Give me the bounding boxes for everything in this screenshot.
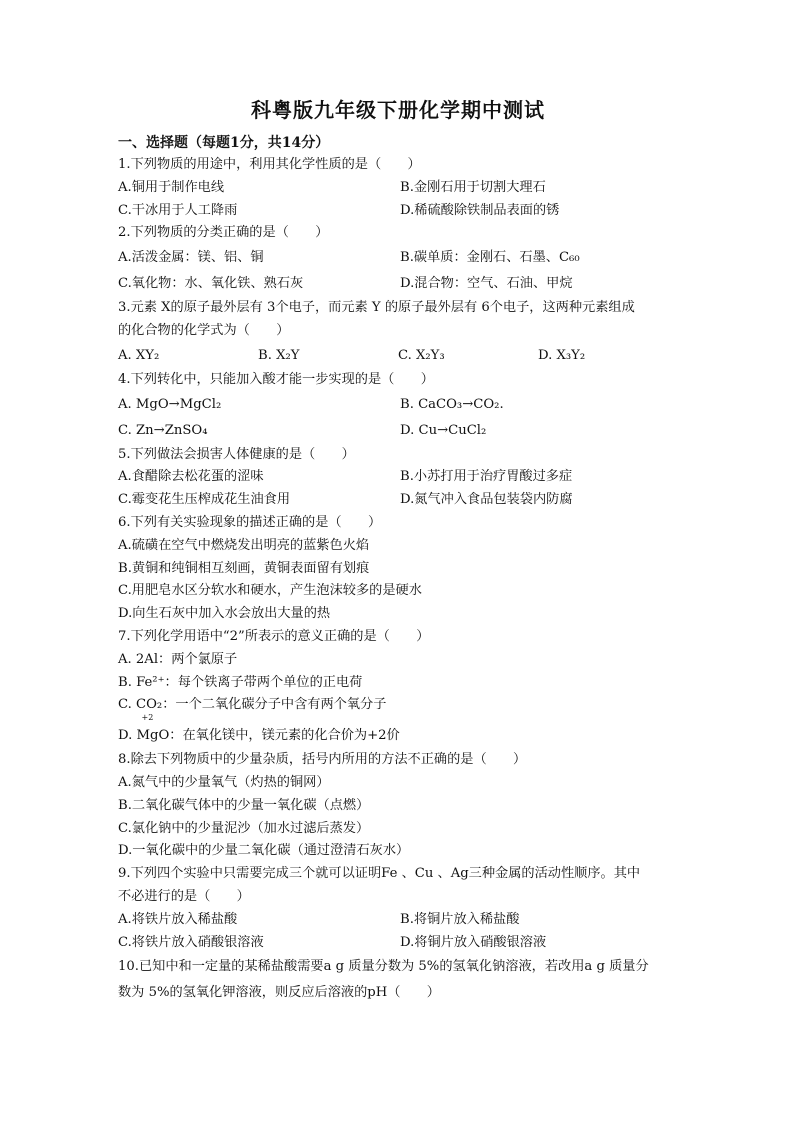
oxidation-state-label: +2 <box>141 713 154 723</box>
question-3-stem-line-2: 的化合物的化学式为（ ） <box>118 322 290 338</box>
question-5-options-row-1 <box>118 466 678 489</box>
exam-page <box>118 96 678 1006</box>
question-4-stem: 4.下列转化中，只能加入酸才能一步实现的是（ ） <box>118 371 434 387</box>
question-7-stem: 7.下列化学用语中“2”所表示的意义正确的是（ ） <box>118 628 430 644</box>
question-2-option-a: A.活泼金属：镁、铝、铜 <box>118 250 264 266</box>
question-3-option-d: D. X₃Y₂ <box>538 347 586 363</box>
question-5-option-c: C.霉变花生压榨成花生油食用 <box>118 492 291 508</box>
question-7-option-b: B. Fe²⁺：每个铁离子带两个单位的正电荷 <box>118 674 363 690</box>
question-6-option-b: B.黄铜和纯铜相互刻画，黄铜表面留有划痕 <box>118 560 370 576</box>
question-1-option-d: D.稀硫酸除铁制品表面的锈 <box>400 202 560 218</box>
question-3-options-row <box>118 343 678 369</box>
question-5-stem: 5.下列做法会损害人体健康的是（ ） <box>118 446 355 462</box>
question-9-option-a: A.将铁片放入稀盐酸 <box>118 911 238 927</box>
question-6-option-c: C.用肥皂水区分软水和硬水，产生泡沫较多的是硬水 <box>118 583 422 599</box>
question-7-option-d <box>118 713 678 749</box>
question-4-options-row-2 <box>118 418 678 444</box>
question-2-options-row-2 <box>118 271 678 297</box>
question-3-stem-line-1: 3.元素 X的原子最外层有 3个电子，而元素 Y 的原子最外层有 6个电子，这两种元素组成 <box>118 300 635 316</box>
question-9-options-row-2 <box>118 932 678 955</box>
question-5-option-b: B.小苏打用于治疗胃酸过多症 <box>400 469 573 485</box>
question-4-options-row-1 <box>118 392 678 418</box>
question-7-option-d-prefix: D. <box>118 728 137 744</box>
question-9-option-c: C.将铁片放入硝酸银溶液 <box>118 934 264 950</box>
question-7-option-d-formula-wrap <box>136 713 170 749</box>
question-4-option-d: D. Cu→CuCl₂ <box>400 422 487 438</box>
question-6-option-a: A.硫磺在空气中燃烧发出明亮的蓝紫色火焰 <box>118 537 370 553</box>
question-9-options-row-1 <box>118 909 678 932</box>
question-5-options-row-2 <box>118 489 678 512</box>
question-3-option-b: B. X₂Y <box>258 347 300 363</box>
question-1-option-b: B.金刚石用于切割大理石 <box>400 179 546 195</box>
question-1-options-row-1 <box>118 177 678 200</box>
question-2-option-c: C.氧化物：水、氧化铁、熟石灰 <box>118 276 304 292</box>
question-8-option-a: A.氮气中的少量氧气（灼热的铜网） <box>118 774 330 790</box>
question-6-stem: 6.下列有关实验现象的描述正确的是（ ） <box>118 514 382 530</box>
question-7-option-d-text: ：在氧化镁中，镁元素的化合价为+2价 <box>169 728 400 744</box>
question-3-option-c: C. X₂Y₃ <box>398 347 445 363</box>
question-7-option-d-formula: MgO <box>136 728 170 744</box>
question-10-stem-line-2: 数为 5%的氢氧化钾溶液，则反应后溶液的pH（ ） <box>118 985 440 1001</box>
question-9-stem-line-1: 9.下列四个实验中只需要完成三个就可以证明Fe 、Cu 、Ag三种金属的活动性顺序。其中 <box>118 866 641 882</box>
page-title: 科粤版九年级下册化学期中测试 <box>251 98 545 122</box>
question-5-option-a: A.食醋除去松花蛋的涩味 <box>118 469 264 485</box>
question-4-option-a: A. MgO→MgCl₂ <box>118 396 222 412</box>
question-2-option-d: D.混合物：空气、石油、甲烷 <box>400 276 573 292</box>
question-7-option-a: A. 2Al：两个氯原子 <box>118 651 238 667</box>
question-9-option-b: B.将铜片放入稀盐酸 <box>400 911 520 927</box>
question-4-option-b: B. CaCO₃→CO₂. <box>400 396 504 412</box>
question-1-options-row-2 <box>118 200 678 223</box>
question-9-option-d: D.将铜片放入硝酸银溶液 <box>400 934 547 950</box>
question-1-stem: 1.下列物质的用途中，利用其化学性质的是（ ） <box>118 157 421 172</box>
question-4-option-c: C. Zn→ZnSO₄ <box>118 422 208 438</box>
question-3-option-a: A. XY₂ <box>118 347 160 363</box>
question-10-stem-line-1: 10.已知中和一定量的某稀盐酸需要a g 质量分数为 5%的氢氧化钠溶液，若改用a g 质量分 <box>118 959 649 975</box>
question-5-option-d: D.氮气冲入食品包装袋内防腐 <box>400 492 573 508</box>
question-8-option-d: D.一氧化碳中的少量二氧化碳（通过澄清石灰水） <box>118 843 410 859</box>
question-7-option-c: C. CO₂：一个二氧化碳分子中含有两个氧分子 <box>118 697 387 713</box>
question-9-stem-line-2: 不必进行的是（ ） <box>118 888 250 904</box>
question-8-stem: 8.除去下列物质中的少量杂质，括号内所用的方法不正确的是（ ） <box>118 752 527 768</box>
question-2-option-b: B.碳单质：金刚石、石墨、C₆₀ <box>400 250 580 266</box>
question-2-stem: 2.下列物质的分类正确的是（ ） <box>118 225 329 241</box>
question-1-option-a: A.铜用于制作电线 <box>118 179 225 195</box>
question-8-option-b: B.二氧化碳气体中的少量一氧化碳（点燃） <box>118 797 370 813</box>
question-6-option-d: D.向生石灰中加入水会放出大量的热 <box>118 606 331 622</box>
question-2-options-row-1 <box>118 245 678 271</box>
question-8-option-c: C.氯化钠中的少量泥沙（加水过滤后蒸发） <box>118 820 370 836</box>
section-heading: 一、选择题（每题1分，共14分） <box>118 135 330 151</box>
question-1-option-c: C.干冰用于人工降雨 <box>118 202 238 218</box>
